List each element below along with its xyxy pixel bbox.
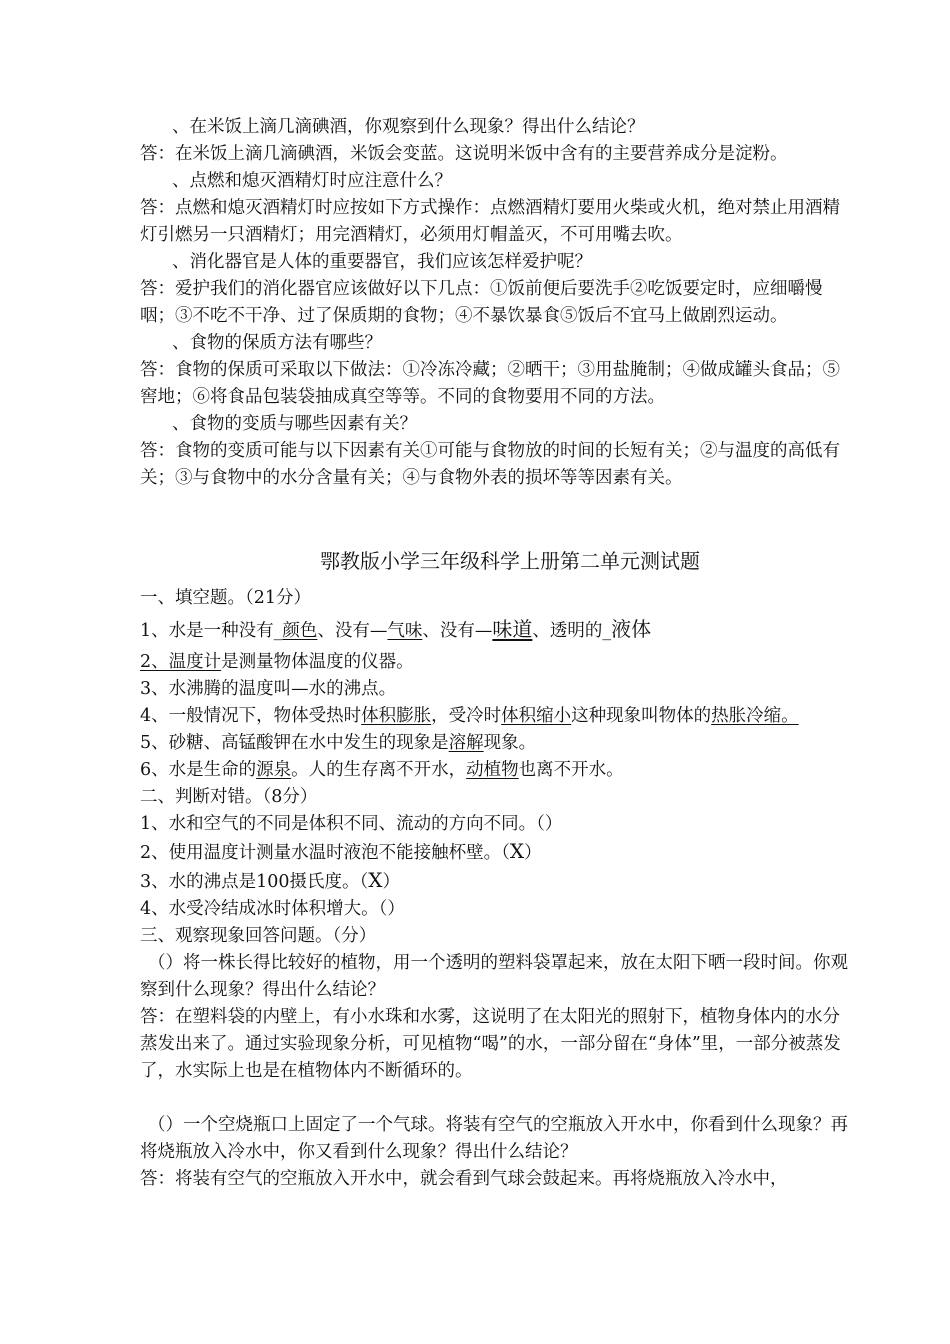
fill-item-6-answer-b: 动植物 [466,760,519,780]
fill-item-3: 3、水沸腾的温度叫—水的沸点。 [140,679,397,699]
review-qa-section [140,114,850,492]
question-4: 、食物的保质方法有哪些？ [172,333,382,353]
fill-item-1-answer-d: 液体 [611,617,652,641]
fill-item-6-text-b: 。人的生存离不开水， [291,760,467,780]
fill-item-2-text: 是测量物体温度的仪器。 [221,652,414,672]
judge-item-2 [140,838,850,867]
fill-item-4-answer-b: 体积缩小 [501,706,572,726]
observe-answer-1: 答：在塑料袋的内壁上，有小水珠和水雾，这说明了在太阳光的照射下，植物身体内的水分蒸发出来了。通过实验现象分析，可见植物“喝”的水，一部分留在“身体”里，一部分被蒸发了，水实际上也是在植物体内不断循环的。 [140,1007,841,1081]
question-1: 、在米饭上滴几滴碘酒，你观察到什么现象？得出什么结论？ [172,117,645,137]
judge-item-3-text: 3、水的沸点是100摄氏度。（ [140,872,369,892]
observe-answer-2: 答：将装有空气的空瓶放入开水中，就会看到气球会鼓起来。再将烧瓶放入冷水中， [140,1169,788,1189]
fill-item-4-answer-c: 热胀冷缩。 [711,706,799,726]
answer-5: 答：食物的变质可能与以下因素有关①可能与食物放的时间的长短有关；②与温度的高低有关；③与食物中的水分含量有关；④与食物外表的损坏等等因素有关。 [140,441,840,488]
fill-item-1-answer-a: 颜色 [282,621,318,641]
fill-item-1-text-a: 1、水是一种没有_ [140,621,283,641]
judge-item-4: 4、水受冷结成冰时体积增大。（） [140,899,405,919]
fill-item-4-text-b: ，受冷时 [431,706,502,726]
fill-item-1-text-d: 、透明的_ [532,621,612,641]
answer-1: 答：在米饭上滴几滴碘酒，米饭会变蓝。这说明米饭中含有的主要营养成分是淀粉。 [140,144,788,164]
test-title: 鄂教版小学三年级科学上册第二单元测试题 [320,549,700,573]
answer-3: 答：爱护我们的消化器官应该做好以下几点：①饭前便后要洗手②吃饭要定时，应细嚼慢咽；③不吃不干净、过了保质期的食物；④不暴饮暴食⑤饭后不宜马上做剧烈运动。 [140,279,823,326]
fill-item-6-answer-a: 源泉 [256,760,292,780]
judge-item-2-close: ） [524,843,542,863]
fill-item-1 [140,616,850,645]
fill-item-5-answer: 溶解 [448,733,484,753]
observe-question-2: （）一个空烧瓶口上固定了一个气球。将装有空气的空瓶放入开水中，你看到什么现象？再将烧瓶放入冷水中，你又看到什么现象？得出什么结论？ [140,1115,848,1162]
judge-item-3-mark: X [368,868,383,892]
fill-item-1-text-c: 、没有— [422,621,493,641]
fill-item-4-text-a: 4、一般情况下，物体受热时 [140,706,362,726]
fill-item-6 [140,757,850,784]
fill-item-4 [140,703,850,730]
fill-item-1-answer-c: 味道 [492,617,533,641]
part2-heading: 二、判断对错。（8分） [140,787,318,807]
answer-2: 答：点燃和熄灭酒精灯时应按如下方式操作：点燃酒精灯要用火柴或火机，绝对禁止用酒精灯引燃另一只酒精灯；用完酒精灯，必须用灯帽盖灭，不可用嘴去吹。 [140,198,840,245]
fill-item-5-text-b: 现象。 [483,733,537,753]
fill-item-2 [140,649,850,676]
fill-item-4-text-c: 这种现象叫物体的 [571,706,712,726]
part3-heading: 三、观察现象回答问题。（分） [140,926,377,946]
observe-question-1: （）将一株长得比较好的植物，用一个透明的塑料袋罩起来，放在太阳下晒一段时间。你观察到什么现象？得出什么结论？ [140,953,848,1000]
judge-item-1: 1、水和空气的不同是体积不同、流动的方向不同。（） [140,814,563,834]
judge-item-3-close: ） [382,872,401,892]
spacer [140,1085,850,1112]
judge-item-2-text: 2、使用温度计测量水温时液泡不能接触杯壁。（ [140,843,510,863]
fill-item-1-answer-b: 气味 [387,621,423,641]
answer-4: 答：食物的保质可采取以下做法：①冷冻冷藏；②晒干；③用盐腌制；④做成罐头食品；⑤窖地；⑥将食品包装袋抽成真空等等。不同的食物要用不同的方法。 [140,360,840,407]
question-2: 、点燃和熄灭酒精灯时应注意什么？ [172,171,452,191]
fill-item-5-text-a: 5、砂糖、高锰酸钾在水中发生的现象是 [140,733,449,753]
unit-test-section [140,548,850,1193]
fill-item-6-text-c: 也离不开水。 [518,760,624,780]
judge-item-3 [140,867,850,896]
part1-heading: 一、填空题。（21分） [140,588,312,608]
question-3: 、消化器官是人体的重要器官，我们应该怎样爱护呢？ [172,252,592,272]
fill-item-4-answer-a: 体积膨胀 [361,706,432,726]
fill-item-2-answer: 2、温度计 [140,652,222,672]
fill-item-6-text-a: 6、水是生命的 [140,760,257,780]
question-5: 、食物的变质与哪些因素有关？ [172,414,417,434]
fill-item-5 [140,730,850,757]
fill-item-1-text-b: 、没有— [317,621,388,641]
judge-item-2-mark: X [509,839,525,863]
